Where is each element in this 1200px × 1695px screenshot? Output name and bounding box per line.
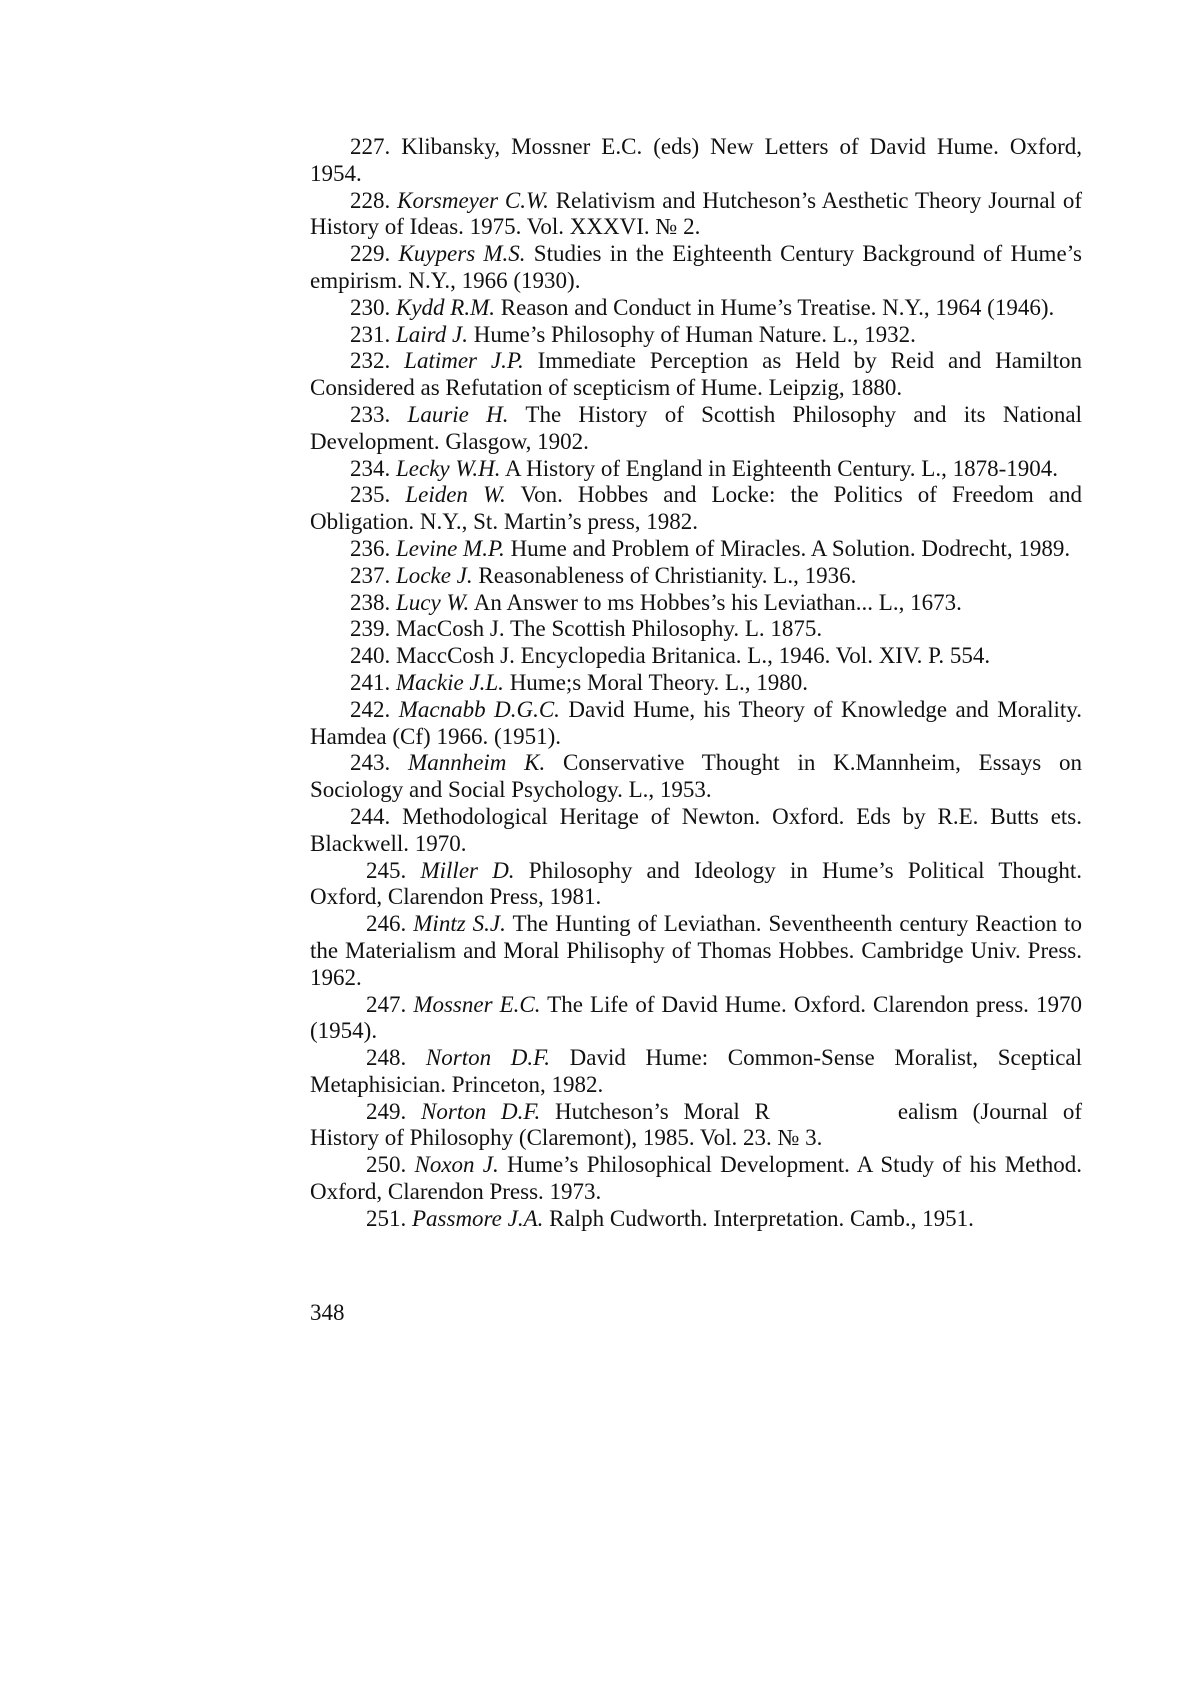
bibliography-entry-247 (310, 992, 1082, 1046)
entry-author: Noxon J. (414, 1152, 499, 1178)
entry-text: Conservative Thought in K.Mannheim, Essays on Sociology and Social Psychology. L., 1953. (310, 750, 1083, 803)
entry-text: A History of England in Eighteenth Century. L., 1878-1904. (505, 455, 1059, 481)
bibliography-entry-243 (310, 750, 1082, 804)
entry-number: 229. (350, 241, 391, 267)
bibliography-entry-238 (310, 590, 1082, 617)
entry-number: 244. (350, 803, 391, 829)
bibliography-entry-242 (310, 697, 1082, 751)
entry-text: Studies in the Eighteenth Century Background of Hume’s empirism. N.Y., 1966 (1930). (310, 241, 1082, 293)
entry-author: Kydd R.M. (396, 294, 496, 320)
entry-author: Lucy W. (396, 589, 470, 615)
entry-text: The Hunting of Leviathan. Seventheenth century Reaction to the Materialism and Moral Philisophy of Thomas Hobbes. Cambridge Univ. Press. 1962. (310, 911, 1083, 990)
page-number: 348 (310, 1300, 345, 1325)
entry-number: 243. (350, 750, 391, 776)
bibliography-entry-248 (310, 1045, 1082, 1099)
entry-number: 250. (366, 1152, 407, 1178)
entry-text: Methodological Heritage of Newton. Oxford. Eds by R.E. Butts ets. Blackwell. 1970. (310, 803, 1083, 856)
entry-number: 237. (350, 562, 391, 588)
entry-text: Hume’s Philosophical Development. A Study of his Method. Oxford, Clarendon Press. 1973. (310, 1152, 1083, 1205)
entry-author: Laurie H. (407, 401, 509, 427)
entry-number: 241. (350, 669, 391, 695)
entry-author: Leiden W. (405, 482, 506, 508)
entry-text: Philosophy and Ideology in Hume’s Political Thought. Oxford, Clarendon Press, 1981. (310, 857, 1083, 910)
entry-text: MacCosh J. The Scottish Philosophy. L. 1875. (396, 616, 823, 642)
entry-text: Relativism and Hutcheson’s Aesthetic Theory Journal of History of Ideas. 1975. Vol. XXXVI. № 2. (310, 187, 1082, 240)
entry-text: Reason and Conduct in Hume’s Treatise. N.Y., 1964 (1946). (500, 294, 1055, 320)
entry-number: 236. (350, 535, 391, 561)
bibliography-entry-230 (310, 295, 1082, 322)
bibliography-entry-249 (310, 1099, 1082, 1153)
entry-number: 232. (350, 348, 391, 374)
entry-number: 246. (366, 911, 407, 937)
bibliography-entry-227 (310, 134, 1082, 188)
bibliography-entry-228 (310, 188, 1082, 242)
entry-author: Passmore J.A. (412, 1205, 544, 1231)
entry-author: Mackie J.L. (396, 669, 504, 695)
bibliography-entry-231 (310, 322, 1082, 349)
bibliography-entry-233 (310, 402, 1082, 456)
entry-text: The History of Scottish Philosophy and its National Development. Glasgow, 1902. (310, 401, 1083, 454)
entry-text: Reasonableness of Christianity. L., 1936. (478, 562, 857, 588)
entry-author: Mossner E.C. (413, 991, 541, 1017)
entry-number: 251. (366, 1205, 407, 1231)
bibliography-entry-240 (310, 643, 1082, 670)
entry-number: 233. (350, 401, 391, 427)
entry-text: MaccCosh J. Encyclopedia Britanica. L., 1946. Vol. XIV. P. 554. (396, 643, 991, 669)
entry-number: 249. (366, 1098, 407, 1124)
bibliography-entry-237 (310, 563, 1082, 590)
entry-number: 228. (350, 187, 391, 213)
entry-text-continued: ealism (Journal of History of Philosophy (Claremont), 1985. Vol. 23. № 3. (310, 1098, 1083, 1151)
entry-text: The Life of David Hume. Oxford. Clarendon press. 1970 (1954). (310, 991, 1082, 1044)
entry-text: Hume and Problem of Miracles. A Solution. Dodrecht, 1989. (510, 535, 1071, 561)
entry-number: 238. (350, 589, 391, 615)
bibliography-entry-239 (310, 616, 1082, 643)
entry-text: Klibansky, Mossner E.C. (eds) New Letters of David Hume. Oxford, 1954. (310, 134, 1083, 186)
entry-number: 234. (350, 455, 391, 481)
entry-text: An Answer to ms Hobbes’s his Leviathan... L., 1673. (473, 589, 962, 615)
entry-author: Korsmeyer C.W. (397, 187, 549, 213)
bibliography-entry-234 (310, 456, 1082, 483)
entry-number: 227. (350, 134, 391, 159)
entry-author: Norton D.F. (421, 1098, 541, 1124)
entry-author: Levine M.P. (396, 535, 505, 561)
entry-text: Von. Hobbes and Locke: the Politics of Freedom and Obligation. N.Y., St. Martin’s press, 1982. (310, 482, 1082, 535)
bibliography-entry-236 (310, 536, 1082, 563)
entry-number: 231. (350, 321, 391, 347)
entry-author: Mintz S.J. (413, 911, 506, 937)
entry-text: David Hume, his Theory of Knowledge and Morality. Hamdea (Cf) 1966. (1951). (310, 696, 1083, 749)
entry-author: Laird J. (396, 321, 468, 347)
bibliography-entry-229 (310, 241, 1082, 295)
entry-author: Locke J. (396, 562, 473, 588)
entry-text: Immediate Perception as Held by Reid and Hamilton Considered as Refutation of scepticism of Hume. Leipzig, 1880. (310, 348, 1083, 401)
entry-text: Hume;s Moral Theory. L., 1980. (509, 669, 809, 695)
bibliography-entry-244 (310, 804, 1082, 858)
entry-number: 239. (350, 616, 391, 642)
entry-text: Hutcheson’s Moral R (555, 1098, 770, 1124)
bibliography-entry-241 (310, 670, 1082, 697)
bibliography-entry-251 (310, 1206, 1082, 1233)
entry-number: 245. (366, 857, 407, 883)
entry-author: Mannheim K. (408, 750, 546, 776)
entry-number: 247. (366, 991, 407, 1017)
bibliography-entry-232 (310, 348, 1082, 402)
entry-number: 240. (350, 643, 391, 669)
entry-author: Latimer J.P. (404, 348, 524, 374)
entry-author: Miller D. (420, 857, 515, 883)
entry-author: Lecky W.H. (396, 455, 501, 481)
entry-text: Ralph Cudworth. Interpretation. Camb., 1951. (549, 1205, 974, 1231)
entry-number: 230. (350, 294, 391, 320)
entry-number: 235. (350, 482, 391, 508)
bibliography-list (310, 134, 1082, 1233)
bibliography-entry-235 (310, 482, 1082, 536)
entry-author: Macnabb D.G.C. (398, 696, 560, 722)
entry-text: David Hume: Common-Sense Moralist, Sceptical Metaphisician. Princeton, 1982. (310, 1045, 1083, 1097)
entry-text: Hume’s Philosophy of Human Nature. L., 1932. (473, 321, 916, 347)
bibliography-entry-245 (310, 858, 1082, 912)
entry-number: 242. (350, 696, 391, 722)
bibliography-entry-250 (310, 1152, 1082, 1206)
bibliography-entry-246 (310, 911, 1082, 991)
entry-number: 248. (366, 1045, 407, 1071)
entry-author: Norton D.F. (425, 1045, 550, 1071)
entry-author: Kuypers M.S. (398, 241, 526, 267)
